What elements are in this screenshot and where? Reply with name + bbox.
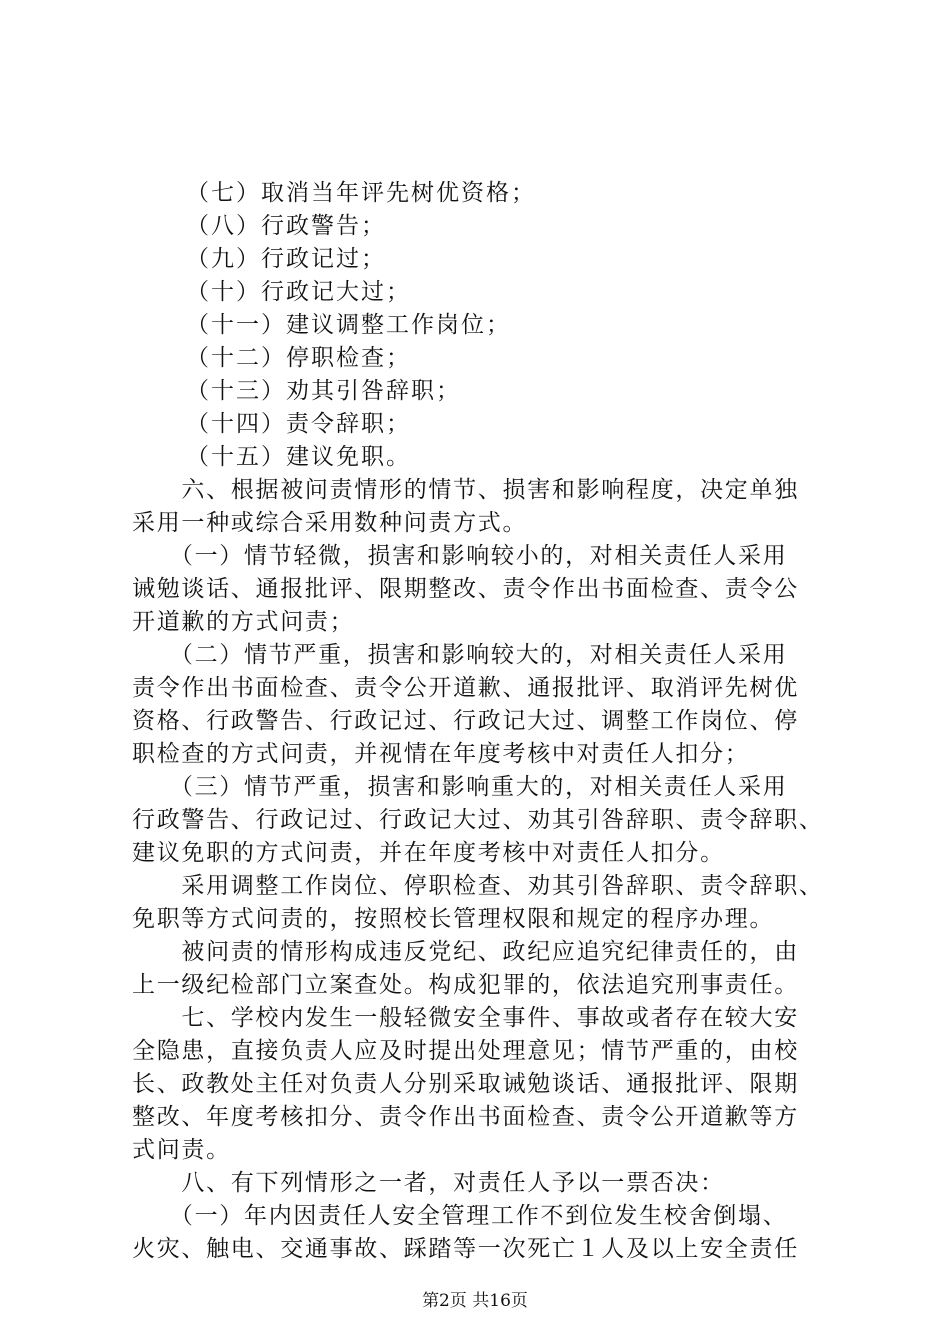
text-line: （十二）停职检查； bbox=[186, 345, 411, 371]
text-line: 诫勉谈话、通报批评、限期整改、责令作出书面检查、责令公 bbox=[132, 576, 799, 602]
text-line: 长、政教处主任对负责人分别采取诫勉谈话、通报批评、限期 bbox=[132, 1071, 799, 1097]
text-line: 上一级纪检部门立案查处。构成犯罪的，依法追究刑事责任。 bbox=[132, 972, 799, 998]
text-line: 火灾、触电、交通事故、踩踏等一次死亡１人及以上安全责任 bbox=[132, 1236, 799, 1262]
text-line: （九）行政记过； bbox=[186, 246, 386, 272]
text-line: 责令作出书面检查、责令公开道歉、通报批评、取消评先树优 bbox=[132, 675, 799, 701]
text-line: 整改、年度考核扣分、责令作出书面检查、责令公开道歉等方 bbox=[132, 1104, 799, 1130]
text-line: 行政警告、行政记过、行政记大过、劝其引咎辞职、责令辞职、 bbox=[132, 807, 824, 833]
text-line: 全隐患，直接负责人应及时提出处理意见；情节严重的，由校 bbox=[132, 1038, 799, 1064]
text-line: 采用调整工作岗位、停职检查、劝其引咎辞职、责令辞职、 bbox=[132, 873, 824, 899]
text-line: 七、学校内发生一般轻微安全事件、事故或者存在较大安 bbox=[132, 1005, 799, 1031]
text-line: 免职等方式问责的，按照校长管理权限和规定的程序办理。 bbox=[132, 906, 775, 932]
text-line: 六、根据被问责情形的情节、损害和影响程度，决定单独 bbox=[132, 477, 799, 503]
text-line: 开道歉的方式问责； bbox=[132, 609, 355, 635]
text-line: （七）取消当年评先树优资格； bbox=[186, 180, 536, 206]
page-number-footer: 第2页 共16页 bbox=[422, 1291, 528, 1311]
text-line: （十三）劝其引咎辞职； bbox=[186, 378, 461, 404]
text-line: （十）行政记大过； bbox=[186, 279, 411, 305]
text-line: （十五）建议免职。 bbox=[186, 444, 411, 470]
text-line: （二）情节严重，损害和影响较大的，对相关责任人采用 bbox=[132, 642, 788, 668]
text-line: （三）情节严重，损害和影响重大的，对相关责任人采用 bbox=[132, 774, 788, 800]
text-line: （一）情节轻微，损害和影响较小的，对相关责任人采用 bbox=[132, 543, 788, 569]
text-line: 建议免职的方式问责，并在年度考核中对责任人扣分。 bbox=[132, 840, 725, 866]
text-line: 被问责的情形构成违反党纪、政纪应追究纪律责任的，由 bbox=[132, 939, 799, 965]
text-line: （十一）建议调整工作岗位； bbox=[186, 312, 511, 338]
text-line: （一）年内因责任人安全管理工作不到位发生校舍倒塌、 bbox=[132, 1203, 788, 1229]
text-line: 职检查的方式问责，并视情在年度考核中对责任人扣分； bbox=[132, 741, 750, 767]
text-line: 采用一种或综合采用数种问责方式。 bbox=[132, 510, 528, 536]
text-line: 八、有下列情形之一者，对责任人予以一票否决： bbox=[132, 1170, 725, 1196]
text-line: 式问责。 bbox=[132, 1137, 231, 1163]
text-line: （八）行政警告； bbox=[186, 213, 386, 239]
text-line: （十四）责令辞职； bbox=[186, 411, 411, 437]
text-line: 资格、行政警告、行政记过、行政记大过、调整工作岗位、停 bbox=[132, 708, 799, 734]
